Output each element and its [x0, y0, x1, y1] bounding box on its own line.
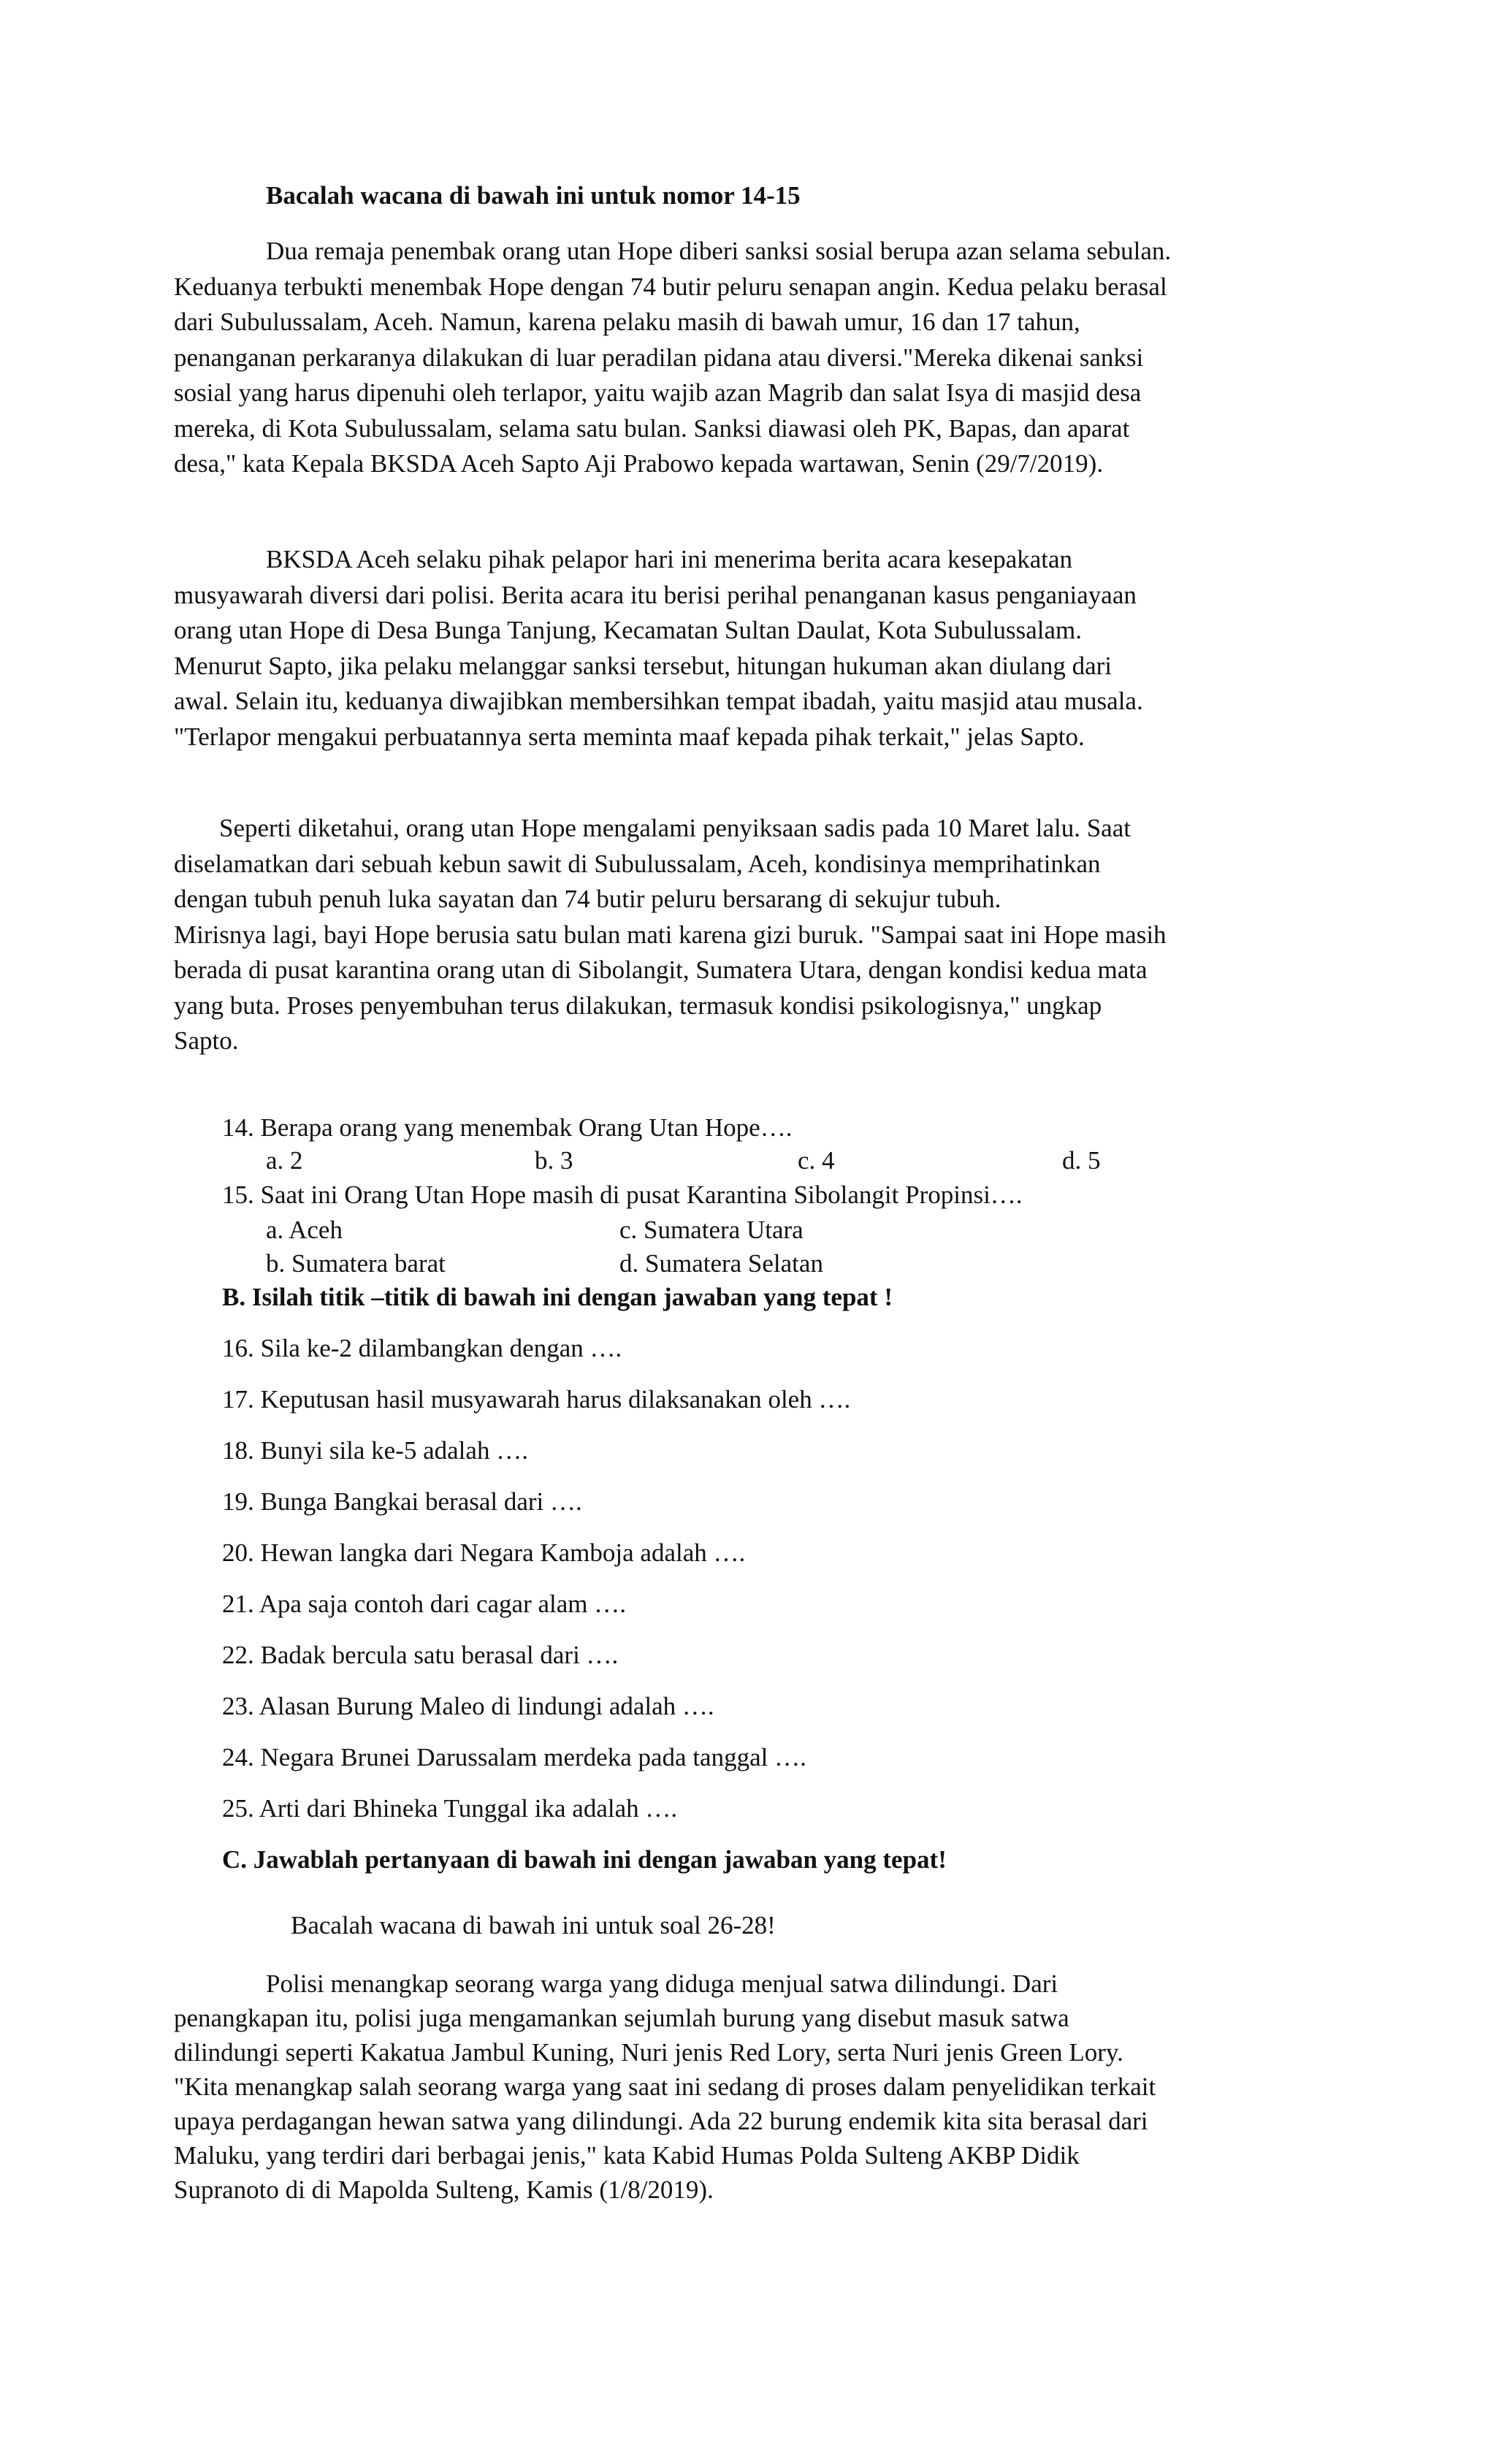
text-line: Keduanya terbukti menembak Hope dengan 74 butir peluru senapan angin. Kedua pelaku berasal [174, 272, 1167, 301]
q14-option-d: d. 5 [1062, 1146, 1101, 1175]
text-line: orang utan Hope di Desa Bunga Tanjung, Kecamatan Sultan Daulat, Kota Subulussalam. [174, 616, 1083, 644]
q15-option-b: b. Sumatera barat [266, 1249, 446, 1278]
passage1-paragraph-3 [174, 811, 1167, 1059]
section-c-title: C. Jawablah pertanyaan di bawah ini dengan jawaban yang tepat! [222, 1845, 947, 1874]
text-line: sosial yang harus dipenuhi oleh terlapor, yaitu wajib azan Magrib dan salat Isya di masjid desa [174, 378, 1142, 407]
section-c-intro: Bacalah wacana di bawah ini untuk soal 26-28! [291, 1911, 776, 1939]
text-line: Mirisnya lagi, bayi Hope berusia satu bulan mati karena gizi buruk. "Sampai saat ini Hope masih [174, 920, 1167, 949]
q15-option-c: c. Sumatera Utara [619, 1216, 804, 1244]
text-line: Menurut Sapto, jika pelaku melanggar sanksi tersebut, hitungan hukuman akan diulang dari [174, 651, 1112, 680]
section-a-intro: Bacalah wacana di bawah ini untuk nomor 14-15 [266, 181, 801, 210]
text-line: dilindungi seperti Kakatua Jambul Kuning, Nuri jenis Red Lory, serta Nuri jenis Green Lory. [174, 2038, 1123, 2067]
question-15: 15. Saat ini Orang Utan Hope masih di pusat Karantina Sibolangit Propinsi…. [222, 1180, 1023, 1209]
passage1-paragraph-2 [174, 542, 1143, 755]
text-line: Supranoto di di Mapolda Sulteng, Kamis (1/8/2019). [174, 2175, 714, 2204]
fill-question-21: 21. Apa saja contoh dari cagar alam …. [222, 1590, 626, 1618]
fill-question-24: 24. Negara Brunei Darussalam merdeka pada tanggal …. [222, 1743, 806, 1771]
text-line: musyawarah diversi dari polisi. Berita acara itu berisi perihal penanganan kasus penganiayaan [174, 580, 1137, 609]
q15-option-a: a. Aceh [266, 1216, 343, 1244]
text-line: BKSDA Aceh selaku pihak pelapor hari ini menerima berita acara kesepakatan [266, 545, 1073, 573]
text-line: Sapto. [174, 1026, 239, 1055]
text-line: dari Subulussalam, Aceh. Namun, karena pelaku masih di bawah umur, 16 dan 17 tahun, [174, 308, 1080, 336]
text-line: penanganan perkaranya dilakukan di luar peradilan pidana atau diversi."Mereka dikenai sanksi [174, 343, 1144, 372]
fill-question-17: 17. Keputusan hasil musyawarah harus dilaksanakan oleh …. [222, 1385, 851, 1414]
text-line: mereka, di Kota Subulussalam, selama satu bulan. Sanksi diawasi oleh PK, Bapas, dan aparat [174, 413, 1130, 443]
fill-question-22: 22. Badak bercula satu berasal dari …. [222, 1641, 619, 1669]
text-line: yang buta. Proses penyembuhan terus dilakukan, termasuk kondisi psikologisnya," ungkap [174, 991, 1102, 1020]
passage1-paragraph-1 [174, 234, 1171, 482]
fill-question-16: 16. Sila ke-2 dilambangkan dengan …. [222, 1334, 622, 1362]
q14-option-b: b. 3 [535, 1146, 573, 1175]
text-line: diselamatkan dari sebuah kebun sawit di Subulussalam, Aceh, kondisinya memprihatinkan [174, 849, 1101, 878]
text-line: awal. Selain itu, keduanya diwajibkan membersihkan tempat ibadah, yaitu masjid atau musala. [174, 687, 1143, 715]
passage2-paragraph [174, 1967, 1156, 2207]
fill-question-18: 18. Bunyi sila ke-5 adalah …. [222, 1436, 528, 1465]
text-line: berada di pusat karantina orang utan di Sibolangit, Sumatera Utara, dengan kondisi kedua mata [174, 956, 1148, 984]
q14-option-c: c. 4 [798, 1146, 835, 1175]
text-line: desa," kata Kepala BKSDA Aceh Sapto Aji Prabowo kepada wartawan, Senin (29/7/2019). [174, 449, 1104, 478]
text-line: Seperti diketahui, orang utan Hope mengalami penyiksaan sadis pada 10 Maret lalu. Saat [219, 814, 1131, 842]
text-line: dengan tubuh penuh luka sayatan dan 74 butir peluru bersarang di sekujur tubuh. [174, 885, 1001, 913]
text-line: Dua remaja penembak orang utan Hope diberi sanksi sosial berupa azan selama sebulan. [266, 237, 1172, 265]
q15-option-d: d. Sumatera Selatan [619, 1249, 823, 1278]
text-line: upaya perdagangan hewan satwa yang dilindungi. Ada 22 burung endemik kita sita berasal dari [174, 2107, 1148, 2135]
text-line: Polisi menangkap seorang warga yang diduga menjual satwa dilindungi. Dari [266, 1969, 1058, 1998]
fill-question-19: 19. Bunga Bangkai berasal dari …. [222, 1487, 582, 1516]
fill-question-25: 25. Arti dari Bhineka Tunggal ika adalah …. [222, 1794, 678, 1823]
text-line: penangkapan itu, polisi juga mengamankan sejumlah burung yang disebut masuk satwa [174, 2004, 1069, 2032]
q14-option-a: a. 2 [266, 1146, 303, 1175]
text-line: "Kita menangkap salah seorang warga yang saat ini sedang di proses dalam penyelidikan terkait [174, 2072, 1156, 2101]
fill-question-20: 20. Hewan langka dari Negara Kamboja adalah …. [222, 1538, 746, 1567]
fill-question-23: 23. Alasan Burung Maleo di lindungi adalah …. [222, 1692, 714, 1720]
text-line: "Terlapor mengakui perbuatannya serta meminta maaf kepada pihak terkait," jelas Sapto. [174, 722, 1085, 751]
question-14: 14. Berapa orang yang menembak Orang Utan Hope…. [222, 1113, 793, 1142]
text-line: Maluku, yang terdiri dari berbagai jenis," kata Kabid Humas Polda Sulteng AKBP Didik [174, 2141, 1080, 2170]
section-b-title: B. Isilah titik –titik di bawah ini dengan jawaban yang tepat ! [222, 1283, 893, 1311]
